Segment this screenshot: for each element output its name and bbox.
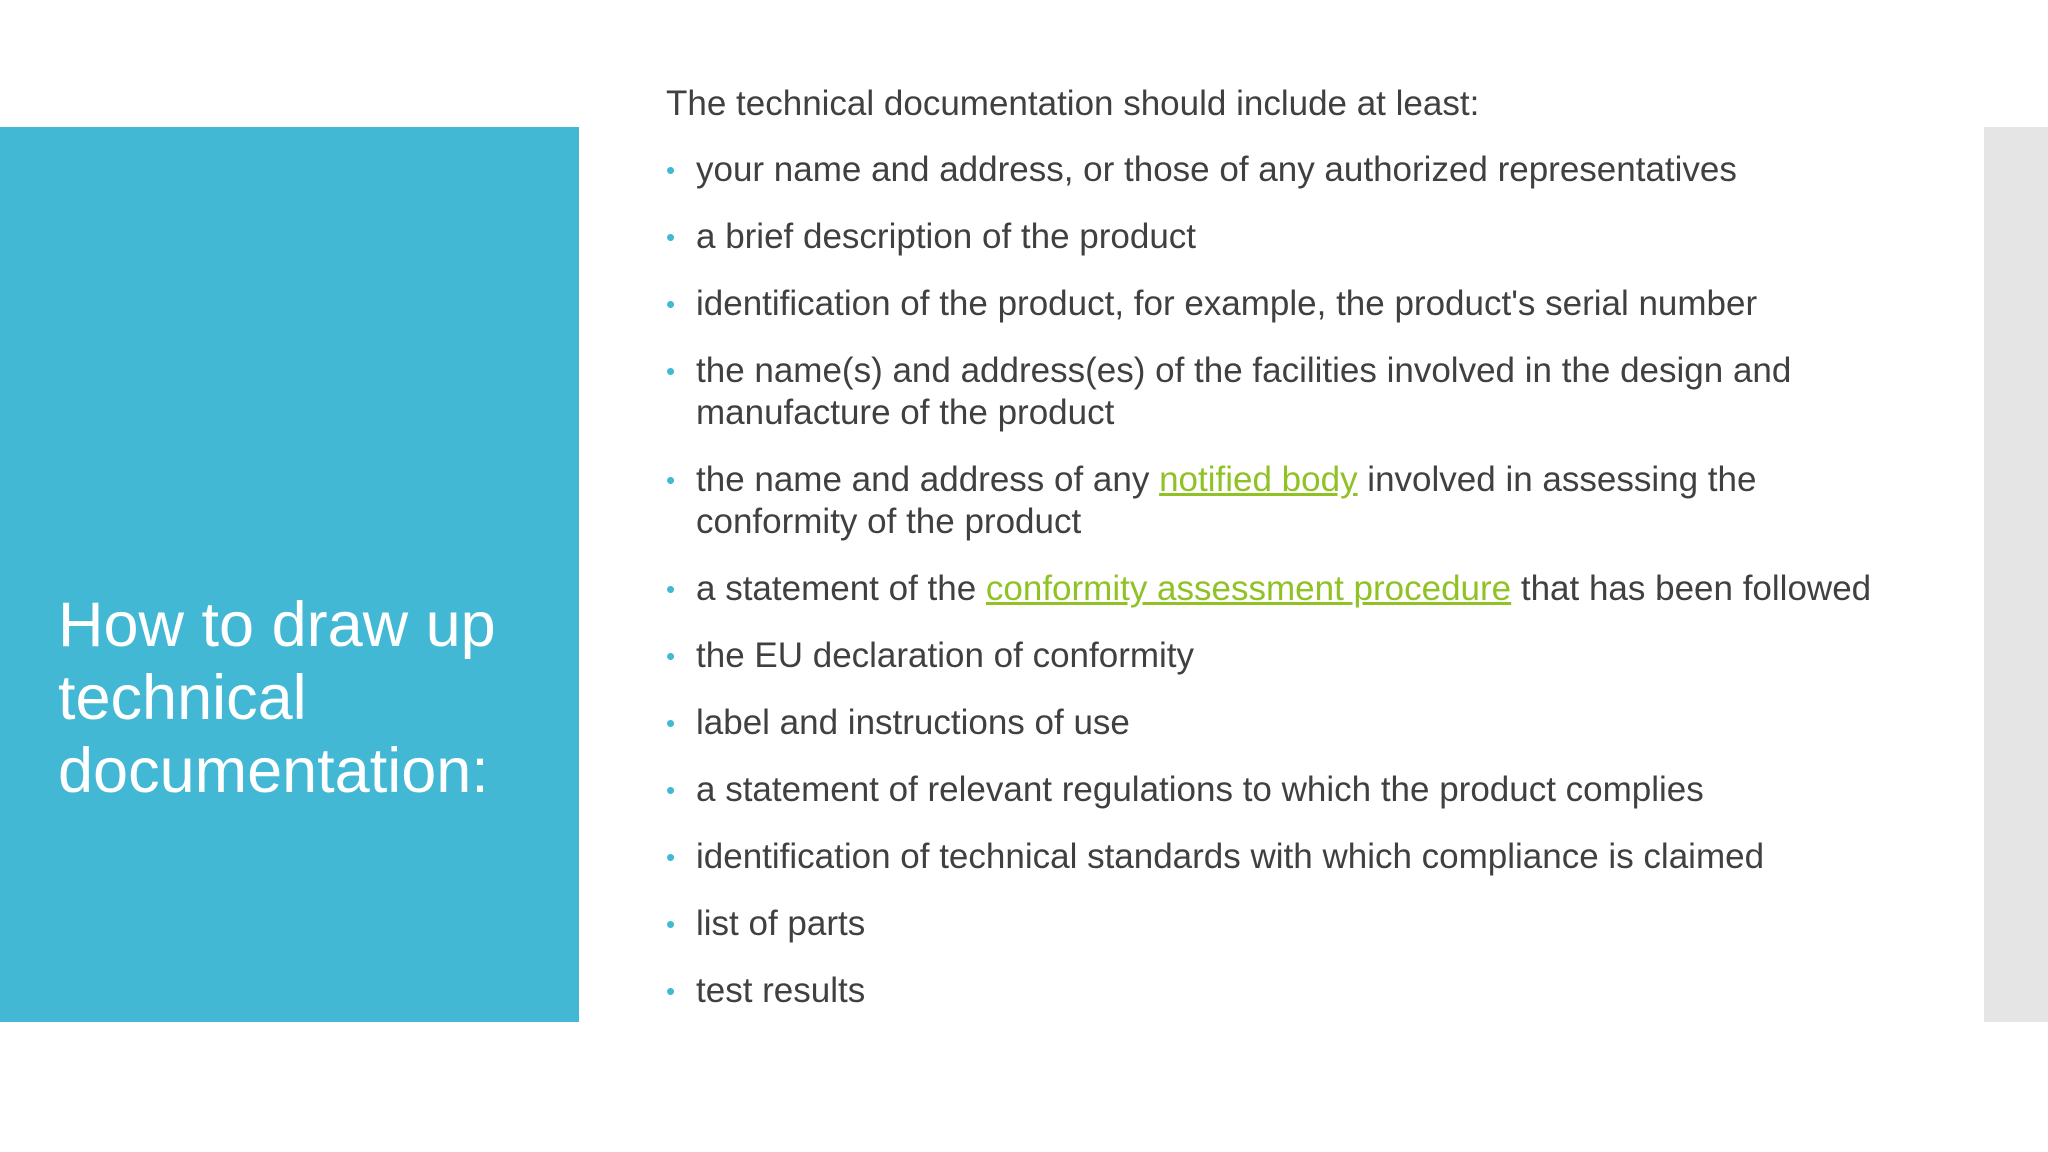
list-item [666,350,1906,434]
content-area [666,82,1906,1037]
bullet-text [696,636,1194,675]
bullet-text [696,971,865,1010]
list-item [666,836,1906,878]
bullet-dot-icon: • [666,909,676,939]
slide-title: How to draw up technical documentation: [58,590,496,806]
bullet-text [696,703,1130,742]
bullet-dot-icon: • [666,842,676,872]
link-notified-body[interactable]: notified body [1159,460,1358,499]
bullet-list [666,149,1906,1012]
bullet-text-before: a statement of the [696,569,986,608]
bullet-text [696,837,1764,876]
bullet-text [696,770,1704,809]
bullet-dot-icon: • [666,222,676,252]
bullet-text-before: the EU declaration of conformity [696,636,1195,675]
intro-text: The technical documentation should include at least: [666,84,1480,123]
list-item [666,459,1906,543]
bullet-dot-icon: • [666,155,676,185]
bullet-dot-icon: • [666,289,676,319]
bullet-dot-icon: • [666,708,676,738]
bullet-text-before: the name(s) and address(es) of the facilities involved in the design and manufacture of the product [696,351,1792,432]
bullet-text-before: a brief description of the product [696,217,1197,256]
bullet-text [696,351,1791,432]
list-item [666,702,1906,744]
right-accent-bar [1984,127,2048,1022]
bullet-dot-icon: • [666,775,676,805]
bullet-text [696,150,1737,189]
bullet-text-before: a statement of relevant regulations to which the product complies [696,770,1704,809]
list-item [666,903,1906,945]
bullet-text [696,284,1757,323]
bullet-dot-icon: • [666,574,676,604]
bullet-dot-icon: • [666,465,676,495]
bullet-text [696,904,865,943]
list-item [666,216,1906,258]
bullet-text-before: your name and address, or those of any authorized representatives [696,150,1737,189]
bullet-text [696,217,1196,256]
bullet-text [696,460,1756,541]
bullet-text-before: identification of technical standards with which compliance is claimed [696,837,1765,876]
list-item [666,283,1906,325]
bullet-text-before: label and instructions of use [696,703,1130,742]
bullet-dot-icon: • [666,976,676,1006]
bullet-text-before: list of parts [696,904,866,943]
list-item [666,568,1906,610]
list-item [666,970,1906,1012]
bullet-text-before: the name and address of any [696,460,1160,499]
link-conformity-assessment-procedure[interactable]: conformity assessment procedure [985,569,1512,608]
title-panel [0,127,579,1022]
bullet-text-before: test results [696,971,866,1010]
list-item [666,149,1906,191]
bullet-text-after: that has been followed [1511,569,1872,608]
list-item [666,635,1906,677]
bullet-dot-icon: • [666,641,676,671]
bullet-text-before: identification of the product, for example, the product's serial number [696,284,1758,323]
bullet-text-after: involved in assessing the conformity of the product [696,460,1757,541]
list-item [666,769,1906,811]
bullet-text [696,569,1871,608]
bullet-dot-icon: • [666,356,676,386]
